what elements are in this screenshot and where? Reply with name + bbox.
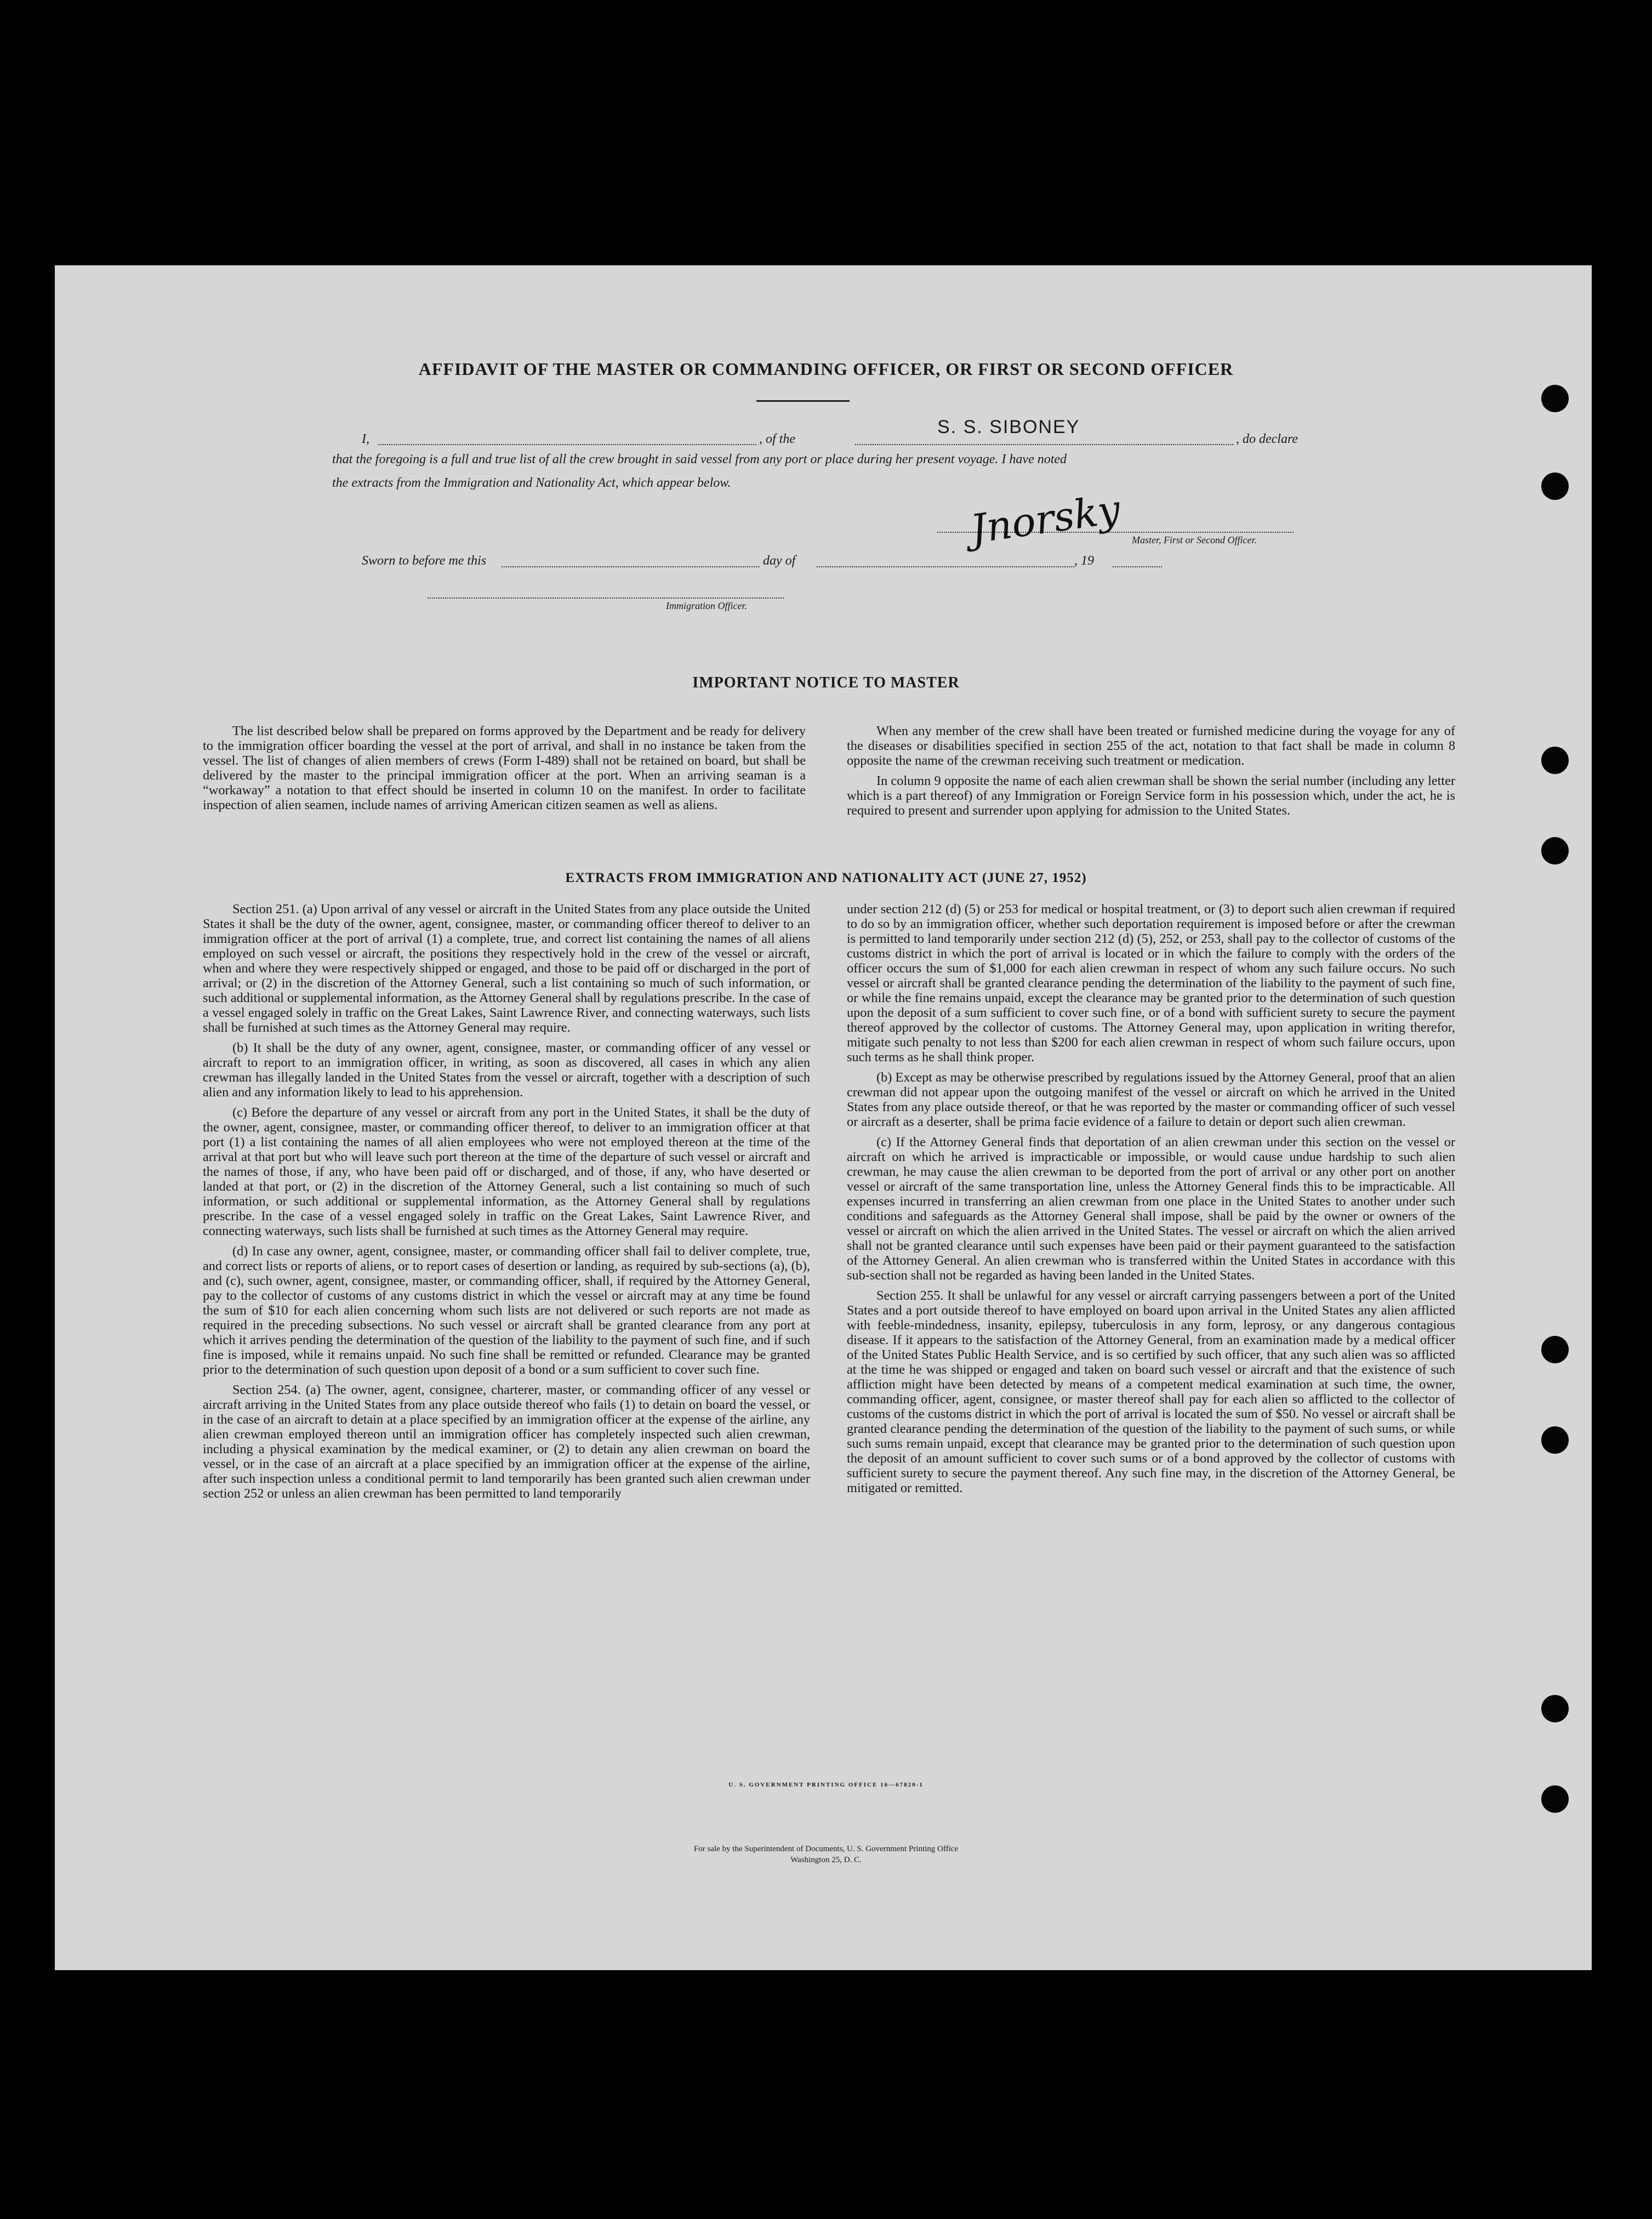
sworn-day-line	[502, 566, 759, 567]
act-paragraph: under section 212 (d) (5) or 253 for medical or hospital treatment, or (3) to deport such alien crewman if required to do so by an immigration officer, whether such deportation requirement is imposed before or after the crewman is permitted to land temporarily under section 212 (d) (5), 252, or 253, shall pay to the collector of customs of the customs district in which the port of arrival is located or in which the failure to comply with the orders of the officer occurs the sum of $1,000 for each alien crewman in respect of whom any such failure occurs. No such vessel or aircraft shall be granted clearance pending the determination of the liability to the payment of such fine, or while the fine remains unpaid, except the clearance may be granted prior to the determination of such question upon the deposit of a sum sufficient to cover such fine, or of a bond with sufficient surety to secure the payment thereof approved by the collector of customs. The Attorney General may, upon application in writing therefor, mitigate such penalty to not less than $200 for each alien crewman in respect of whom such failure occurs, upon such terms as he shall think proper.	[847, 902, 1455, 1065]
extracts-title: EXTRACTS FROM IMMIGRATION AND NATIONALITY ACT (JUNE 27, 1952)	[565, 870, 1087, 885]
sale-notice-line-1: For sale by the Superintendent of Documents, U. S. Government Printing Office	[693, 1845, 959, 1853]
sworn-label: Sworn to before me this	[362, 554, 487, 568]
notice-paragraph: In column 9 opposite the name of each alien crewman shall be shown the serial number (including any letter which is a part thereof) of any Immigration or Foreign Service form in his possession which, under the act, he is required to present and surrender upon applying for admission to the United States.	[847, 773, 1455, 818]
title-rule	[756, 400, 850, 402]
statement-line-1: that the foregoing is a full and true list of all the crew brought in said vessel from any port or place during her present voyage. I have noted	[332, 452, 1067, 466]
act-paragraph: Section 254. (a) The owner, agent, consignee, charterer, master, or commanding officer of any vessel or aircraft arriving in the United States from any place outside thereof who fails (1) to detain on board the vessel, or in the case of an aircraft to detain at a place specified by an immigration officer at the expense of the airline, any alien crewman employed thereon until an immigration officer has completely inspected such alien crewman, including a physical examination by the medical examiner, or (2) to detain any alien crewman on board the vessel, or in the case of an aircraft at a place specified by an immigration officer at the expense of the airline, after such inspection unless a conditional permit to land temporarily has been granted such alien crewman under section 252 or unless an alien crewman has been permitted to land temporarily	[203, 1382, 810, 1501]
vessel-line	[855, 444, 1233, 445]
binder-hole	[1541, 747, 1569, 774]
officer-label: Immigration Officer.	[666, 600, 747, 611]
binder-hole	[1541, 1336, 1569, 1363]
year-label: , 19	[1074, 554, 1094, 568]
binder-hole	[1541, 1785, 1569, 1813]
sworn-month-line	[817, 566, 1074, 567]
vessel-name: S. S. SIBONEY	[937, 417, 1080, 437]
master-signature: Jnorsky	[967, 486, 1123, 553]
act-paragraph: (c) Before the departure of any vessel or aircraft from any port in the United States, it shall be the duty of the owner, agent, consignee, master, or commanding officer thereof, to deliver to an immigration officer at that port (1) a list containing the names of all alien employees who were not employed thereon at the time of the arrival at that port but who will leave such port thereon at the time of the departure of such vessel or aircraft and the names of those, if any, who have been paid off or discharged, and of those, if any, who have deserted or landed at that port, or (2) in the discretion of the Attorney General, such a list containing so much of such information, or such additional or supplemental information, as the Attorney General shall by regulations prescribe. In the case of a vessel engaged solely in traffic on the Great Lakes, Saint Lawrence River, and connecting waterways, such lists shall be furnished at such times as the Attorney General may require.	[203, 1105, 810, 1238]
notice-right-column	[847, 724, 1455, 823]
name-line	[378, 444, 756, 445]
notice-paragraph: The list described below shall be prepared on forms approved by the Department and be ready for delivery to the immigration officer boarding the vessel at the port of arrival, and shall in no instance be taken from the vessel. The list of changes of alien members of crews (Form I-489) shall not be retained on board, but shall be delivered by the master to the principal immigration officer at the port. When an arriving seaman is a “workaway” a notation to that effect should be inserted in column 10 on the manifest. In order to facilitate inspection of alien seamen, include names of arriving American citizen seamen as well as aliens.	[203, 724, 806, 812]
binder-hole	[1541, 385, 1569, 412]
master-label: Master, First or Second Officer.	[1132, 534, 1257, 545]
year-line	[1113, 566, 1162, 567]
binder-hole	[1541, 837, 1569, 864]
day-of-label: day of	[763, 554, 796, 568]
gpo-imprint: U. S. GOVERNMENT PRINTING OFFICE 16—67820-1	[728, 1782, 924, 1788]
sale-notice-line-2: Washington 25, D. C.	[790, 1856, 862, 1864]
extracts-right-column	[847, 902, 1455, 1501]
extracts-left-column	[203, 902, 810, 1506]
notice-paragraph: When any member of the crew shall have been treated or furnished medicine during the voyage for any of the diseases or disabilities specified in section 255 of the act, notation to that fact shall be made in column 8 opposite the name of the crewman receiving such treatment or medication.	[847, 724, 1455, 768]
i-label: I,	[362, 432, 369, 446]
act-paragraph: Section 251. (a) Upon arrival of any vessel or aircraft in the United States from any place outside the United States it shall be the duty of the owner, agent, consignee, master, or commanding officer thereof to deliver to an immigration officer at the port of arrival (1) a complete, true, and correct list containing the names of all aliens employed on such vessel or aircraft, the positions they respectively hold in the crew of the vessel or aircraft, when and where they were respectively shipped or engaged, and those to be paid off or discharged in the port of arrival; or (2) in the discretion of the Attorney General, such a list containing so much of such information, or such additional or supplemental information, as the Attorney General shall by regulations prescribe. In the case of a vessel engaged solely in traffic on the Great Lakes, Saint Lawrence River, and connecting waterways, such lists shall be furnished at such times as the Attorney General may require.	[203, 902, 810, 1035]
act-paragraph: (d) In case any owner, agent, consignee, master, or commanding officer shall fail to deliver complete, true, and correct lists or reports of aliens, or to report cases of desertion or landing, as required by sub-sections (a), (b), and (c), such owner, agent, consignee, master, or commanding officer, shall, if required by the Attorney General, pay to the collector of customs of any customs district in which the vessel or aircraft may at any time be found the sum of $10 for each alien concerning whom such lists are not delivered or such reports are not made as required in the preceding subsections. No such vessel or aircraft shall be granted clearance from any port at which it arrives pending the determination of the question of the liability to the payment of such fine, and if such fine is imposed, while it remains unpaid. No such fine shall be remitted or refunded. Clearance may be granted prior to the determination of such question upon deposit of a bond or a sum sufficient to cover such fine.	[203, 1244, 810, 1377]
act-paragraph: Section 255. It shall be unlawful for any vessel or aircraft carrying passengers between a port of the United States and a port outside thereof to have employed on board upon arrival in the United States any alien afflicted with feeble-mindedness, insanity, epilepsy, tuberculosis in any form, leprosy, or any dangerous contagious disease. If it appears to the satisfaction of the Attorney General, from an examination made by a medical officer of the United States Public Health Service, and is so certified by such officer, that any such alien was so afflicted at the time he was shipped or engaged and taken on board such vessel or aircraft and that the existence of such affliction might have been detected by means of a competent medical examination at such time, the owner, commanding officer, agent, consignee, or master thereof shall pay for each alien so afflicted to the collector of customs of the customs district in which the port of arrival is located the sum of $50. No vessel or aircraft shall be granted clearance pending the determination of the question of the liability to the payment of such sums, or while such sums remain unpaid, except that clearance may be granted prior to the determination of such question upon the deposit of an amount sufficient to cover such sums or of a bond approved by the collector of customs with sufficient surety to secure the payment thereof. Any such fine may, in the discretion of the Attorney General, be mitigated or remitted.	[847, 1288, 1455, 1495]
binder-hole	[1541, 473, 1569, 500]
do-declare-label: , do declare	[1236, 432, 1298, 446]
affidavit-title: AFFIDAVIT OF THE MASTER OR COMMANDING OFFICER, OR FIRST OR SECOND OFFICER	[418, 359, 1234, 379]
statement-line-2: the extracts from the Immigration and Nationality Act, which appear below.	[332, 476, 731, 490]
act-paragraph: (b) Except as may be otherwise prescribed by regulations issued by the Attorney General, proof that an alien crewman did not appear upon the outgoing manifest of the vessel or aircraft on which he arrived in the United States from any place outside thereof, or that he was reported by the master or commanding officer of such vessel or aircraft as a deserter, shall be prima facie evidence of a failure to detain or deport such alien crewman.	[847, 1070, 1455, 1129]
notice-title: IMPORTANT NOTICE TO MASTER	[692, 674, 960, 691]
notice-left-column	[203, 724, 806, 818]
binder-hole	[1541, 1695, 1569, 1722]
officer-line	[428, 598, 784, 599]
binder-hole	[1541, 1426, 1569, 1454]
of-the-label: , of the	[759, 432, 795, 446]
act-paragraph: (b) It shall be the duty of any owner, agent, consignee, master, or commanding officer of any vessel or aircraft to report to an immigration officer, in writing, as soon as discovered, all cases in which any alien crewman has illegally landed in the United States from the vessel or aircraft, together with a description of such alien and any information likely to lead to his apprehension.	[203, 1040, 810, 1100]
act-paragraph: (c) If the Attorney General finds that deportation of an alien crewman under this section on the vessel or aircraft on which he arrived is impracticable or impossible, or would cause undue hardship to such alien crewman, he may cause the alien crewman to be deported from the port of arrival or any other port on another vessel or aircraft of the same transportation line, unless the Attorney General finds this to be impracticable. All expenses incurred in transferring an alien crewman from one place in the United States to another under such conditions and safeguards as the Attorney General shall impose, shall be paid by the owner or owners of the vessel or aircraft on which the alien arrived in the United States. The vessel or aircraft on which the alien arrived shall not be granted clearance until such expenses have been paid or their payment guaranteed to the satisfaction of the Attorney General. An alien crewman who is transferred within the United States in accordance with this sub-section shall not be regarded as having been landed in the United States.	[847, 1135, 1455, 1283]
